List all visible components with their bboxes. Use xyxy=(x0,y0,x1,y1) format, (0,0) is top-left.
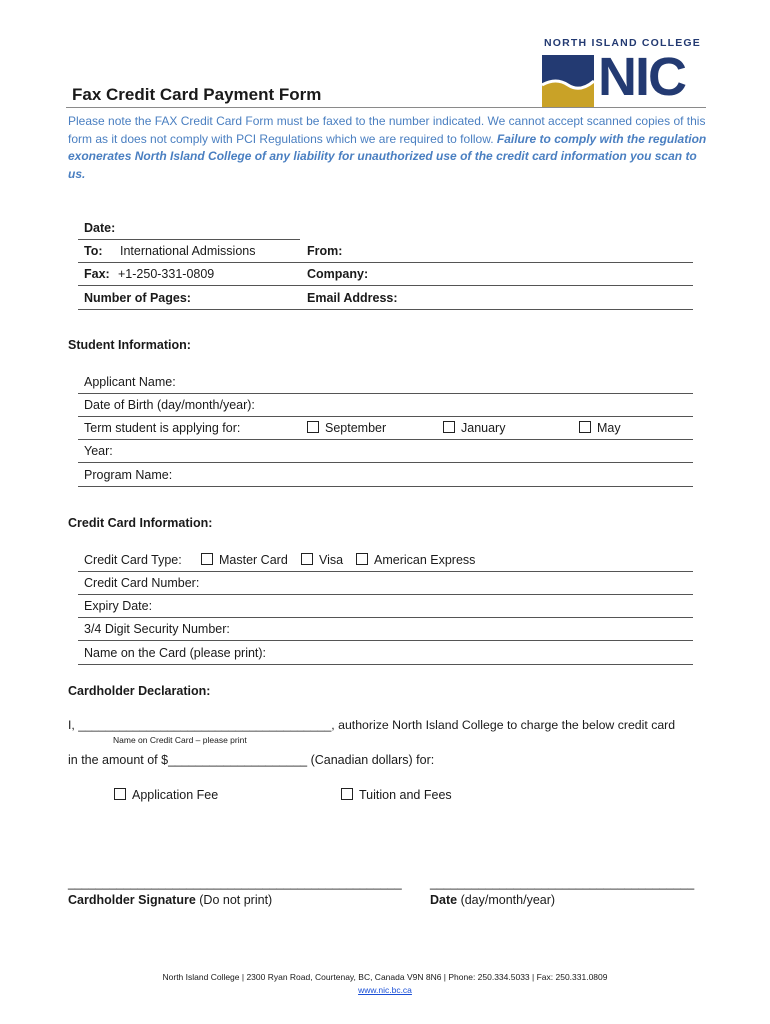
name-hint: Name on Credit Card – please print xyxy=(113,735,247,745)
nic-logo-text: NIC xyxy=(598,47,685,107)
may-checkbox[interactable] xyxy=(579,421,591,433)
title-rule xyxy=(66,107,706,108)
card-type-rule xyxy=(78,571,693,572)
form-title: Fax Credit Card Payment Form xyxy=(72,85,322,104)
fax-label: Fax: xyxy=(84,267,110,281)
card-name-label: Name on the Card (please print): xyxy=(84,646,267,660)
card-type-label: Credit Card Type: xyxy=(84,553,182,567)
pages-label: Number of Pages: xyxy=(84,291,191,305)
card-heading: Credit Card Information: xyxy=(68,516,213,530)
applicant-label: Applicant Name: xyxy=(84,375,176,389)
declaration-line-1: I, _____________________________________, authorize North Island College to charge the below credit card xyxy=(68,718,676,732)
date-signature-label xyxy=(430,893,555,907)
date-signature-line: ______________________________________ xyxy=(430,876,695,890)
september-checkbox[interactable] xyxy=(307,421,319,433)
date-label: Date: xyxy=(84,221,116,235)
program-label: Program Name: xyxy=(84,468,173,482)
date-label-bold: Date xyxy=(430,893,458,907)
term-option-january[interactable] xyxy=(443,421,505,435)
applicant-rule xyxy=(78,393,693,394)
card-number-label: Credit Card Number: xyxy=(84,576,200,590)
to-label: To: xyxy=(84,244,103,258)
signature-line: ________________________________________________ xyxy=(68,876,402,890)
fax-value: +1-250-331-0809 xyxy=(118,267,215,281)
tuition-fees-checkbox[interactable] xyxy=(341,788,353,800)
footer-address: North Island College | 2300 Ryan Road, Courtenay, BC, Canada V9N 8N6 | Phone: 250.334.5033 | Fax: 250.331.0809 xyxy=(162,972,608,982)
card-option-label: American Express xyxy=(374,553,476,567)
dob-rule xyxy=(78,416,693,417)
fee-option-label: Application Fee xyxy=(132,788,219,802)
expiry-rule xyxy=(78,617,693,618)
january-checkbox[interactable] xyxy=(443,421,455,433)
signature-label-rest: (Do not print) xyxy=(195,893,273,907)
year-rule xyxy=(78,462,693,463)
fee-option-application[interactable] xyxy=(114,788,218,802)
fee-option-label: Tuition and Fees xyxy=(359,788,452,802)
application-fee-checkbox[interactable] xyxy=(114,788,126,800)
term-label: Term student is applying for: xyxy=(84,421,241,435)
pages-rule xyxy=(78,309,693,310)
nic-logo-mark xyxy=(542,55,594,107)
term-option-label: January xyxy=(461,421,506,435)
fee-option-tuition[interactable] xyxy=(341,788,452,802)
signature-label-bold: Cardholder Signature xyxy=(68,893,196,907)
declaration-line-2: in the amount of $____________________ (Canadian dollars) for: xyxy=(68,753,435,767)
signature-label xyxy=(68,893,272,907)
footer-website-link[interactable]: www.nic.bc.ca xyxy=(358,985,412,995)
term-option-september[interactable] xyxy=(307,421,386,435)
security-label: 3/4 Digit Security Number: xyxy=(84,622,230,636)
fax-rule xyxy=(78,285,693,286)
term-option-label: September xyxy=(325,421,387,435)
program-rule xyxy=(78,486,693,487)
company-label: Company: xyxy=(307,267,369,281)
declaration-heading: Cardholder Declaration: xyxy=(68,684,211,698)
card-option-label: Master Card xyxy=(219,553,288,567)
term-option-label: May xyxy=(597,421,621,435)
fax-notice-plain: Please note the FAX Credit Card Form must be faxed to the number indicated. We cannot accept scanned copies of this form as it does not comply with PCI Regulations which we are required to follow. xyxy=(68,114,706,146)
date-label-rest: (day/month/year) xyxy=(457,893,556,907)
card-name-rule xyxy=(78,664,693,665)
student-heading: Student Information: xyxy=(68,338,191,352)
security-rule xyxy=(78,640,693,641)
mastercard-checkbox[interactable] xyxy=(201,553,213,565)
dob-label: Date of Birth (day/month/year): xyxy=(84,398,255,412)
term-rule xyxy=(78,439,693,440)
card-number-rule xyxy=(78,594,693,595)
date-rule xyxy=(78,239,300,240)
expiry-label: Expiry Date: xyxy=(84,599,153,613)
card-option-amex[interactable] xyxy=(356,553,475,567)
from-label: From: xyxy=(307,244,343,258)
fax-notice xyxy=(68,113,708,183)
term-option-may[interactable] xyxy=(579,421,621,435)
to-rule xyxy=(78,262,693,263)
visa-checkbox[interactable] xyxy=(301,553,313,565)
to-value: International Admissions xyxy=(120,244,256,258)
college-name: NORTH ISLAND COLLEGE xyxy=(544,37,701,49)
email-label: Email Address: xyxy=(307,291,398,305)
year-label: Year: xyxy=(84,444,113,458)
card-option-label: Visa xyxy=(319,553,344,567)
card-option-mastercard[interactable] xyxy=(201,553,288,567)
card-option-visa[interactable] xyxy=(301,553,343,567)
amex-checkbox[interactable] xyxy=(356,553,368,565)
fax-notice-emphasis: Failure to comply with the regulation exonerates North Island College of any liability for unauthorized use of the credit card information you scan to us. xyxy=(68,131,707,181)
